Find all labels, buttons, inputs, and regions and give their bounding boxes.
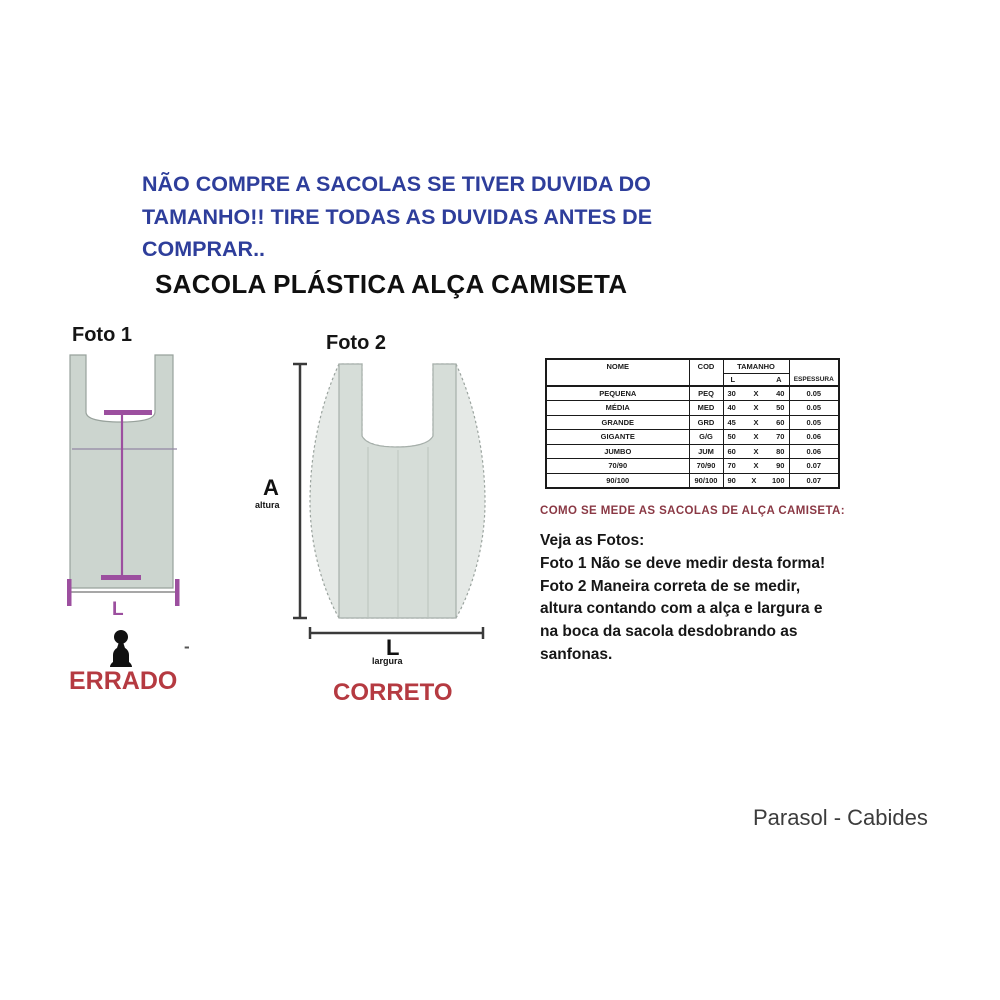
cell-l: 60 <box>727 446 736 456</box>
cell-tamanho <box>723 430 789 445</box>
bag1-width-tick-right <box>175 579 180 606</box>
bag1-measure-bottom-bar <box>101 575 141 580</box>
cell-tamanho <box>723 386 789 401</box>
foto1-label: Foto 1 <box>72 324 132 346</box>
warning-line-2: TAMANHO!! TIRE TODAS AS DUVIDAS ANTES DE <box>142 204 653 229</box>
foto2-height-sublabel: altura <box>255 500 280 510</box>
cell-nome: PEQUENA <box>546 386 689 401</box>
cell-espessura: 0.05 <box>789 415 839 430</box>
cell-l: 90 <box>727 475 736 485</box>
foto2-verdict: CORRETO <box>333 679 453 706</box>
col-header-a: A <box>776 374 782 384</box>
table-row <box>546 415 839 430</box>
table-row <box>546 444 839 459</box>
cell-l: 40 <box>727 403 736 413</box>
cell-x: X <box>753 446 759 456</box>
howto-heading: COMO SE MEDE AS SACOLAS DE ALÇA CAMISETA: <box>540 505 845 517</box>
table-row <box>546 459 839 474</box>
cell-l: 50 <box>727 432 736 442</box>
howto-line-2: Foto 1 Não se deve medir desta forma! <box>540 554 826 572</box>
col-header-cod: COD <box>689 359 723 386</box>
cell-espessura: 0.07 <box>789 473 839 488</box>
cell-tamanho <box>723 444 789 459</box>
cell-a: 80 <box>776 446 785 456</box>
cell-x: X <box>753 417 759 427</box>
bag-diagram-correct <box>250 350 495 650</box>
brand-footer: Parasol - Cabides <box>753 805 928 830</box>
cell-x: X <box>753 432 759 442</box>
howto-line-3: Foto 2 Maneira correta de se medir, <box>540 577 801 595</box>
cell-cod: 70/90 <box>689 459 723 474</box>
cell-nome: GRANDE <box>546 415 689 430</box>
cell-tamanho <box>723 401 789 416</box>
table-row <box>546 401 839 416</box>
cell-a: 50 <box>776 403 785 413</box>
howto-text <box>540 530 825 667</box>
cell-tamanho <box>723 473 789 488</box>
cell-cod: GRD <box>689 415 723 430</box>
howto-line-4: altura contando com a alça e largura e <box>540 600 823 618</box>
cell-cod: 90/100 <box>689 473 723 488</box>
cell-x: X <box>753 403 759 413</box>
cell-cod: PEQ <box>689 386 723 401</box>
thumb-icon <box>106 628 136 670</box>
col-header-tamanho: TAMANHO <box>723 359 789 373</box>
cell-nome: 90/100 <box>546 473 689 488</box>
cell-espessura: 0.05 <box>789 386 839 401</box>
col-header-l: L <box>730 374 736 384</box>
foto1-width-label: L <box>112 599 124 620</box>
bag1-measure-top-bar <box>104 410 152 415</box>
cell-a: 60 <box>776 417 785 427</box>
cell-l: 30 <box>727 389 736 398</box>
cell-espessura: 0.06 <box>789 430 839 445</box>
cell-espessura: 0.05 <box>789 401 839 416</box>
thumb-icon-shape <box>110 630 132 667</box>
foto2-width-label: L <box>386 635 400 660</box>
col-header-espessura: ESPESSURA <box>789 359 839 386</box>
cell-cod: G/G <box>689 430 723 445</box>
warning-line-3: COMPRAR.. <box>142 237 266 261</box>
bag-diagram-wrong <box>55 340 205 630</box>
cell-espessura: 0.06 <box>789 444 839 459</box>
bag1-width-tick-left <box>67 579 72 606</box>
foto1-verdict: ERRADO <box>69 667 178 695</box>
foto2-label: Foto 2 <box>326 332 386 354</box>
cell-nome: 70/90 <box>546 459 689 474</box>
sizes-table <box>545 358 840 489</box>
cell-nome: JUMBO <box>546 444 689 459</box>
cell-x: X <box>753 461 759 471</box>
cell-cod: JUM <box>689 444 723 459</box>
stray-dash: - <box>184 637 190 656</box>
foto2-height-label: A <box>263 475 279 500</box>
cell-nome: MÉDIA <box>546 401 689 416</box>
cell-espessura: 0.07 <box>789 459 839 474</box>
cell-tamanho <box>723 415 789 430</box>
howto-line-5: na boca da sacola desdobrando as <box>540 623 798 641</box>
foto2-width-sublabel: largura <box>372 656 403 666</box>
col-header-nome: NOME <box>546 359 689 386</box>
table-row <box>546 430 839 445</box>
warning-line-1: NÃO COMPRE A SACOLAS SE TIVER DUVIDA DO <box>142 172 651 196</box>
col-header-l-a <box>723 373 789 386</box>
howto-line-6: sanfonas. <box>540 645 613 663</box>
table-row <box>546 386 839 401</box>
cell-x: X <box>751 475 757 485</box>
cell-a: 100 <box>771 475 785 485</box>
cell-a: 90 <box>776 461 785 471</box>
cell-nome: GIGANTE <box>546 430 689 445</box>
cell-a: 70 <box>776 432 785 442</box>
warning-text <box>142 168 652 266</box>
table-row <box>546 473 839 488</box>
page-title: SACOLA PLÁSTICA ALÇA CAMISETA <box>155 269 628 299</box>
cell-l: 70 <box>727 461 736 471</box>
cell-l: 45 <box>727 417 736 427</box>
howto-line-1: Veja as Fotos: <box>540 532 645 549</box>
cell-cod: MED <box>689 401 723 416</box>
cell-tamanho <box>723 459 789 474</box>
cell-x: X <box>753 389 759 398</box>
cell-a: 40 <box>776 389 785 398</box>
